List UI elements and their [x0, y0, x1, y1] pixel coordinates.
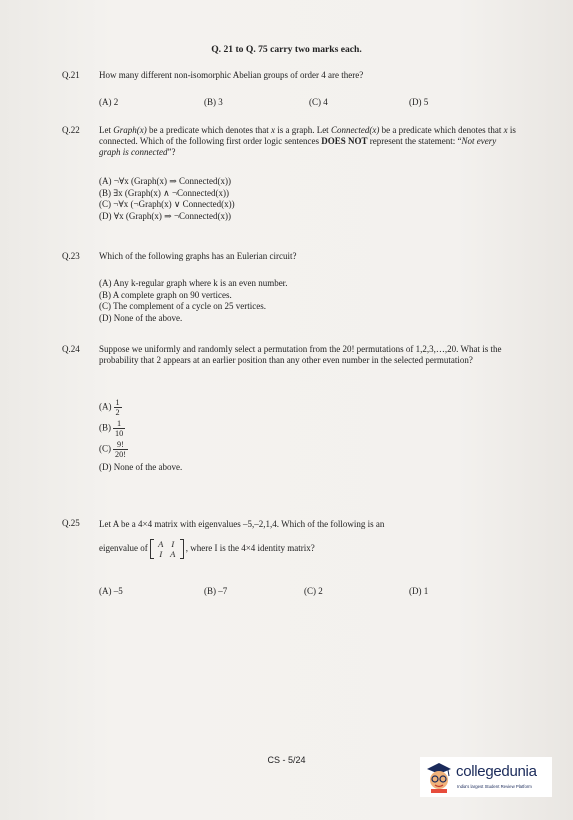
option-d: (D) None of the above.: [99, 312, 183, 323]
question-number: Q.23: [62, 251, 80, 261]
logo-tagline: India's largest Student Review Platform: [457, 784, 532, 789]
page-footer: CS - 5/24: [267, 755, 306, 765]
collegedunia-logo: [420, 757, 552, 797]
options-list: [99, 278, 287, 324]
option-b: (B) –7: [204, 586, 228, 596]
option-d: (D) None of the above.: [99, 462, 183, 472]
option-b: (B) ∃x (Graph(x) ∧ ¬Connected(x)): [99, 187, 230, 198]
options-list: [99, 398, 182, 474]
question-text: Let Graph(x) be a predicate which denotes that x is a graph. Let Connected(x) be a predicate which denotes that x is connected. Which of the following first order logic sentences DOES NOT represent the statement: “Not every graph is connected”?: [99, 125, 516, 157]
option-b: (B) A complete graph on 90 vertices.: [99, 289, 232, 300]
question-text-line2: eigenvalue of A I I A, where I is the 4×4 identity matrix?: [99, 539, 315, 559]
options-list: [99, 176, 235, 222]
mascot-icon: [424, 761, 454, 793]
option-b: (B) 3: [204, 97, 223, 107]
option-a: (A) $\frac{1}{2}$: [99, 398, 120, 417]
option-c: (C) 2: [304, 586, 323, 596]
question-text: Suppose we uniformly and randomly select a permutation from the 20! permutations of 1,2,3,…,20. What is the probability that 2 appears at an earlier position than any other even number in the selected permutation?: [99, 344, 502, 365]
option-a: (A) –5: [99, 586, 123, 596]
section-header: Q. 21 to Q. 75 carry two marks each.: [211, 44, 362, 55]
question-number: Q.24: [62, 344, 80, 354]
logo-wordmark: collegedunia: [456, 763, 537, 780]
fraction: $\frac{9!}{20!}$: [115, 440, 126, 459]
question-text: Let A be a 4×4 matrix with eigenvalues –5,–2,1,4. Which of the following is an: [99, 519, 385, 529]
option-a: (A) Any k-regular graph where k is an even number.: [99, 278, 288, 288]
option-c: (C) $\frac{9!}{20!}$: [99, 440, 126, 459]
fraction: $\frac{1}{10}$: [115, 419, 124, 438]
question-number: Q.21: [62, 70, 80, 80]
question-text: Which of the following graphs has an Eulerian circuit?: [99, 251, 297, 261]
fraction: $\frac{1}{2}$: [115, 398, 120, 417]
option-d: (D) ∀x (Graph(x) ⇒ ¬Connected(x)): [99, 210, 232, 221]
option-c: (C) ¬∀x (¬Graph(x) ∨ Connected(x)): [99, 199, 235, 209]
option-a: (A) ¬∀x (Graph(x) ⇒ Connected(x)): [99, 176, 232, 186]
option-a: (A) 2: [99, 97, 119, 107]
question-number: Q.25: [62, 518, 80, 528]
option-c: (C) The complement of a cycle on 25 vertices.: [99, 301, 267, 311]
question-number: Q.22: [62, 125, 80, 135]
option-c: (C) 4: [309, 97, 328, 107]
option-b: (B) $\frac{1}{10}$: [99, 419, 124, 438]
option-d: (D) 1: [409, 586, 429, 596]
question-text: How many different non-isomorphic Abelian groups of order 4 are there?: [99, 70, 364, 80]
option-d: (D) 5: [409, 97, 429, 107]
block-matrix: A I I A: [150, 539, 184, 559]
